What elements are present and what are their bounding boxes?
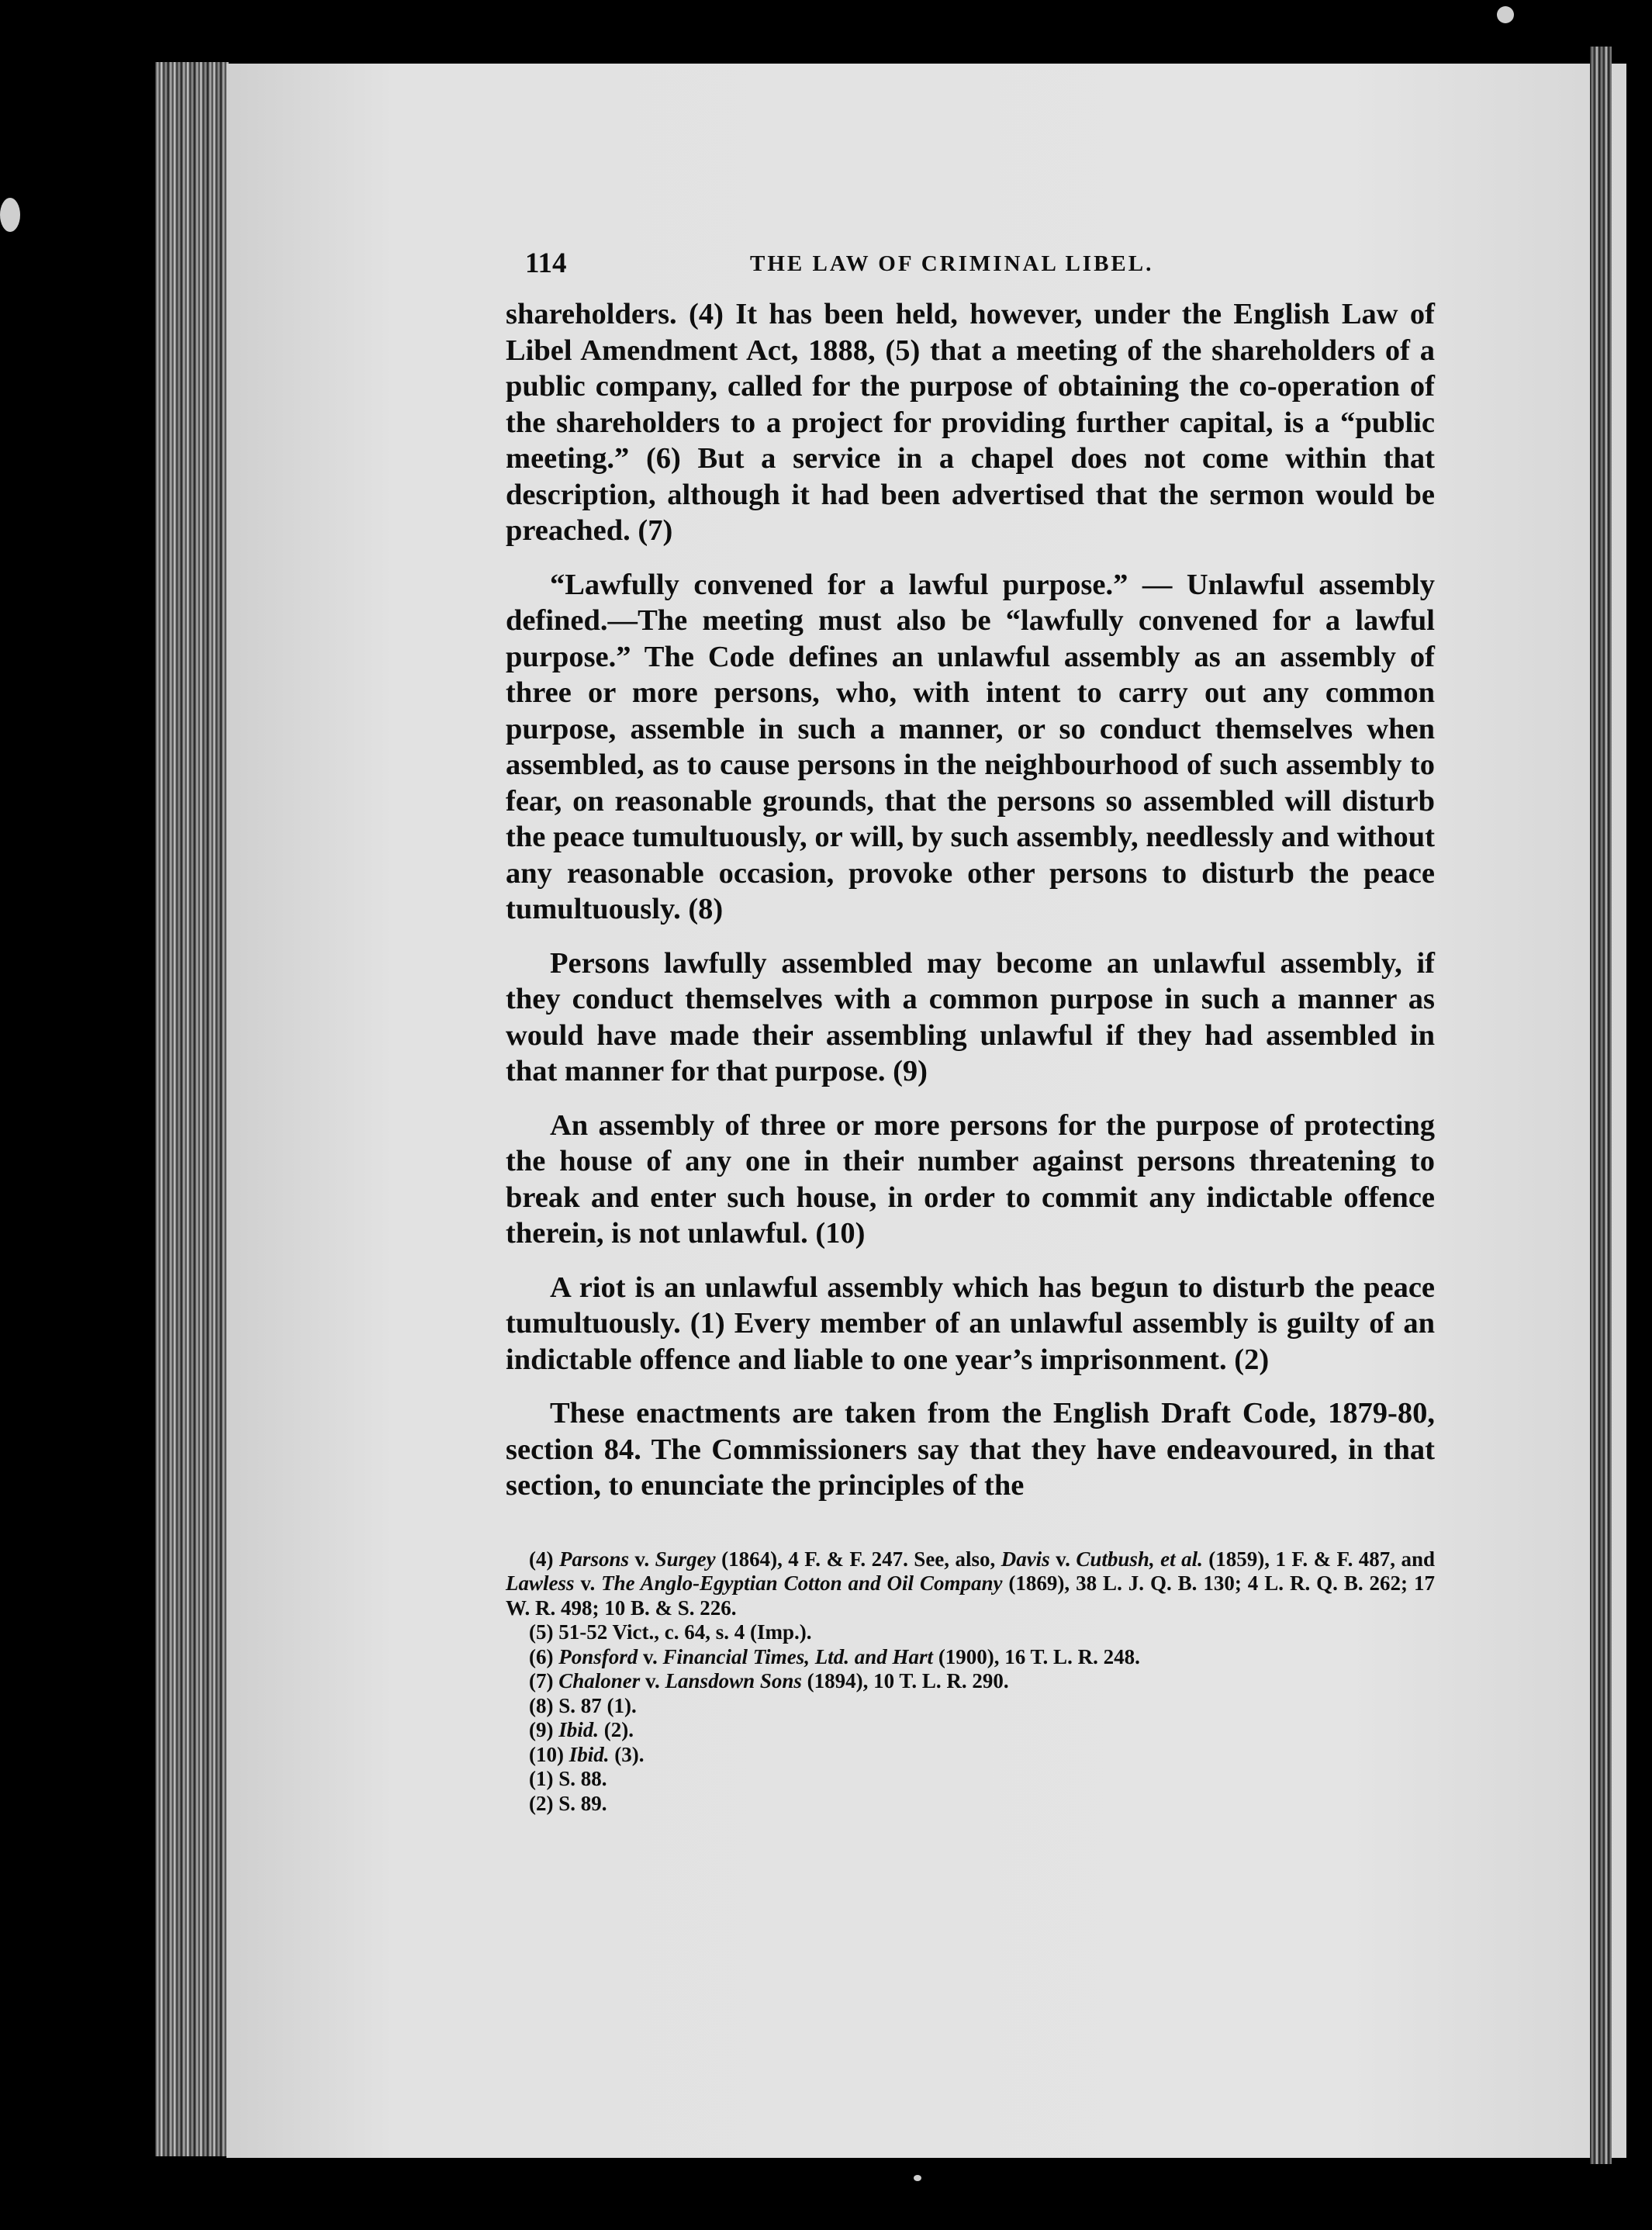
footnote-4 <box>506 1547 1435 1621</box>
footnote-text: v. <box>574 1571 602 1595</box>
footnote-1: (1) S. 88. <box>529 1767 607 1790</box>
page-content <box>506 247 1435 1816</box>
case-name: Parsons <box>558 1547 629 1571</box>
section-heading: “Lawfully convened for a lawful purpose.” — Unlawful assembly defined.— <box>506 568 1435 637</box>
scan-speck <box>0 198 20 232</box>
footnote-text: (2). <box>599 1718 634 1741</box>
case-name: Lansdown Sons <box>665 1669 802 1692</box>
paragraph-text: The meeting must also be “lawfully convened for a lawful purpose.” The Code defines an unlawful assembly as an assembly of three or more persons, who, with intent to carry out any common purpose, assemble in such a manner, or so conduct themselves when assembled, as to cause persons in the neighbourhood of such assembly to fear, on reasonable grounds, that the persons so assembled will disturb the peace tumultuously, or will, by such assembly, needlessly and without any reasonable occasion, provoke other persons to disturb the peace tumultuously. (8) <box>506 604 1435 925</box>
case-name: Davis <box>1001 1547 1050 1571</box>
footnote-marker: (7) <box>529 1669 559 1692</box>
case-name: Cutbush, et al. <box>1076 1547 1203 1571</box>
citation: (1869), 38 L. J. Q. B. 130; 4 L. R. Q. B. 262; 17 W. R. 498; 10 B. & S. 226. <box>506 1571 1435 1620</box>
footnote-9 <box>529 1718 1435 1743</box>
footnote-marker: (10) <box>529 1742 569 1766</box>
ibid: Ibid. <box>569 1742 610 1766</box>
footnote-marker: (4) <box>529 1547 559 1571</box>
footnote-7 <box>529 1669 1435 1694</box>
citation: (1900), 16 T. L. R. 248. <box>933 1644 1140 1668</box>
page-number: 114 <box>525 247 567 279</box>
footnote-text: v. <box>638 1644 663 1668</box>
footnote-10 <box>529 1743 1435 1768</box>
footnote-8: (8) S. 87 (1). <box>529 1693 637 1717</box>
paragraph: A riot is an unlawful assembly which has begun to disturb the peace tumultuously. (1) Every member of an unlawful assembly is guilty of an indictable offence and liable to one year’s imprisonment. (2) <box>506 1271 1435 1376</box>
footnotes <box>506 1547 1435 1817</box>
running-header <box>525 247 1435 296</box>
footnote-5: (5) 51-52 Vict., c. 64, s. 4 (Imp.). <box>529 1620 812 1644</box>
citation: (1859), 1 F. & F. 487, and <box>1202 1547 1436 1571</box>
footnote-text: (3). <box>609 1742 645 1766</box>
book-spine-edges <box>155 62 229 2156</box>
paragraph: An assembly of three or more persons for the purpose of protecting the house of any one in their number against persons threatening to break and enter such house, in order to commit any indictable offence therein, is not unlawful. (10) <box>506 1108 1435 1250</box>
paragraph-unlawful-assembly <box>506 567 1435 928</box>
facing-page-edge <box>1590 47 1612 2164</box>
footnote-marker: (6) <box>529 1644 559 1668</box>
footnote-text: v. <box>628 1547 655 1571</box>
paragraph: These enactments are taken from the English Draft Code, 1879-80, section 84. The Commissioners say that they have endeavoured, in that section, to enunciate the principles of the <box>506 1397 1435 1502</box>
footnote-text: v. <box>640 1669 665 1692</box>
footnote-text: v. <box>1049 1547 1077 1571</box>
running-title: THE LAW OF CRIMINAL LIBEL. <box>750 251 1154 276</box>
citation: (1864), 4 F. & F. 247. See, also, <box>715 1547 1001 1571</box>
footnote-6 <box>506 1645 1435 1670</box>
citation: (1894), 10 T. L. R. 290. <box>801 1669 1009 1692</box>
case-name: Chaloner <box>558 1669 641 1692</box>
case-name: Lawless <box>506 1571 575 1595</box>
ibid: Ibid. <box>558 1718 599 1741</box>
case-name: Ponsford <box>558 1644 638 1668</box>
footnote-marker: (9) <box>529 1718 559 1741</box>
paragraph: Persons lawfully assembled may become an unlawful assembly, if they conduct themselves with a common purpose in such a manner as would have made their assembling unlawful if they had assembled in that manner for that purpose. (9) <box>506 946 1435 1087</box>
scan-speck <box>914 2175 921 2181</box>
paragraph-continuation: shareholders. (4) It has been held, however, under the English Law of Libel Amendment Act, 1888, (5) that a meeting of the shareholders of a public company, called for the purpose of obtaining the co-operation of the shareholders to a project for providing further capital, is a “public meeting.” (6) But a service in a chapel does not come within that description, although it had been advertised that the sermon would be preached. (7) <box>506 298 1435 547</box>
case-name: The Anglo-Egyptian Cotton and Oil Company <box>601 1571 1003 1595</box>
case-name: Surgey <box>655 1547 716 1571</box>
scan-speck <box>1497 6 1514 23</box>
case-name: Financial Times, Ltd. and Hart <box>662 1644 934 1668</box>
footnote-2: (2) S. 89. <box>529 1791 607 1815</box>
